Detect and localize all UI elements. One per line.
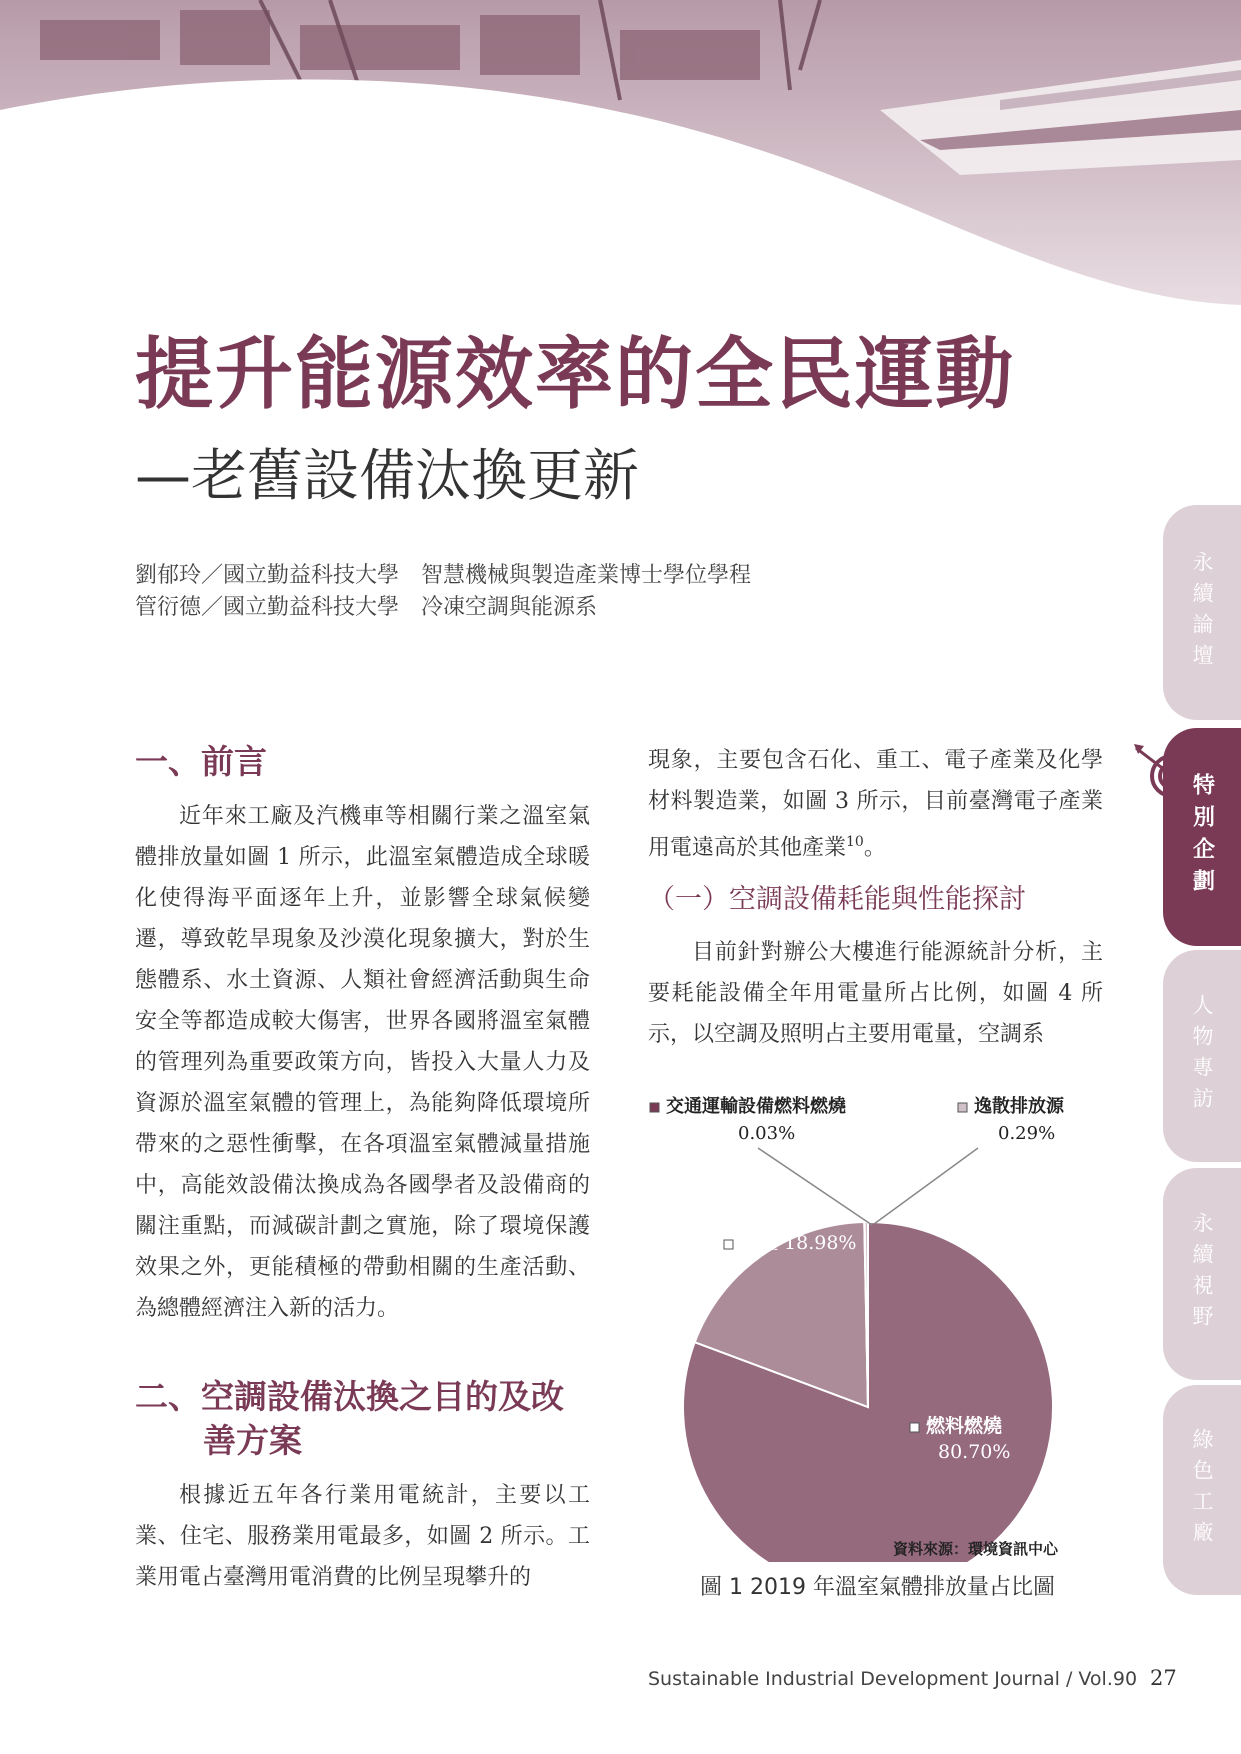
right-column — [648, 740, 1103, 1055]
page-number: 27 — [1150, 1666, 1177, 1690]
article-title: 提升能源效率的全民運動 — [135, 330, 1016, 420]
right-paragraph-end: 。 — [863, 835, 886, 861]
legend-marker-slice-2 — [724, 1240, 733, 1249]
pie-chart — [648, 1092, 1068, 1562]
slice-label-4: 逸散排放源 — [974, 1096, 1064, 1117]
author-line-2: 管衍德／國立勤益科技大學 冷凍空調與能源系 — [135, 595, 598, 620]
side-tab-label: 綠色工廠 — [1190, 1428, 1214, 1552]
subsection-1-paragraph: 目前針對辦公大樓進行能源統計分析，主要耗能設備全年用電量所占比例，如圖 4 所示，以空調及照明占主要用電量，空調系 — [648, 940, 1103, 1048]
section-1-paragraph: 近年來工廠及汽機車等相關行業之溫室氣體排放量如圖 1 所示，此溫室氣體造成全球暖化使得海平面逐年上升，並影響全球氣候變遷，導致乾旱現象及沙漠化現象擴大，對於生態體系、水土資源、人類社會經濟活動與生命安全等都造成較大傷害，世界各國將溫室氣體的管理列為重要政策方向，皆投入大量人力及資源於溫室氣體的管理上，為能夠降低環境所帶來的之惡性衝擊，在各項溫室氣體減量措施中，高能效設備汰換成為各國學者及設備商的關注重點，而減碳計劃之實施，除了環境保護效果之外，更能積極的帶動相關的生產活動、為總體經濟注入新的活力。 — [135, 804, 590, 1321]
article-subtitle: —老舊設備汰換更新 — [135, 444, 639, 509]
side-tab-label: 永續論壇 — [1190, 550, 1214, 675]
leader-line-slice-4 — [874, 1148, 978, 1224]
side-tab-3[interactable] — [1163, 950, 1241, 1162]
side-tab-4[interactable] — [1163, 1168, 1241, 1380]
side-tab-1[interactable] — [1163, 505, 1241, 720]
right-paragraph-continuation — [648, 740, 1103, 868]
footnote-reference: 10 — [846, 834, 864, 850]
legend-marker-slice-4 — [958, 1103, 967, 1112]
legend-marker-slice-3 — [650, 1103, 659, 1112]
section-2-heading-line-2: 善方案 — [203, 1421, 302, 1460]
leader-line-slice-3 — [758, 1148, 872, 1225]
section-2-paragraph: 根據近五年各行業用電統計，主要以工業、住宅、服務業用電最多，如圖 2 所示。工業用電占臺灣用電消費的比例呈現攀升的 — [135, 1483, 590, 1590]
slice-label-2: 製程 18.98% — [740, 1232, 857, 1254]
figure-caption: 圖 1 2019 年溫室氣體排放量占比圖 — [700, 1575, 1055, 1600]
section-2-heading-line-1: 二、空調設備汰換之目的及改 — [135, 1377, 564, 1416]
slice-label-1: 燃料燃燒 — [926, 1415, 1003, 1437]
left-column — [135, 740, 590, 1598]
author-list — [135, 560, 751, 624]
slice-value-4: 0.29% — [998, 1123, 1056, 1144]
subsection-1-heading: （一）空調設備耗能與性能探討 — [648, 884, 1026, 916]
section-1-heading: 一、前言 — [135, 742, 267, 781]
journal-name: Sustainable Industrial Development Journal / Vol.90 — [648, 1668, 1138, 1690]
section-2-heading — [135, 1375, 590, 1463]
slice-label-3: 交通運輸設備燃料燃燒 — [666, 1096, 846, 1117]
header-banner-image — [0, 0, 1241, 310]
side-tab-5[interactable] — [1163, 1385, 1241, 1595]
side-tab-label: 特別企劃 — [1189, 773, 1215, 901]
author-line-1: 劉郁玲／國立勤益科技大學 智慧機械與製造產業博士學位學程 — [135, 563, 752, 588]
target-arrow-icon — [1130, 738, 1200, 808]
side-tab-label: 人物專訪 — [1190, 994, 1214, 1118]
slice-value-1: 80.70% — [938, 1441, 1011, 1463]
right-paragraph-text: 現象，主要包含石化、重工、電子產業及化學材料製造業，如圖 3 所示，目前臺灣電子產業用電遠高於其他產業 — [648, 748, 1103, 861]
chart-source-note: 資料來源：環境資訊中心 — [892, 1540, 1058, 1558]
legend-marker-slice-1 — [910, 1423, 919, 1432]
side-tab-label: 永續視野 — [1190, 1212, 1214, 1336]
slice-value-3: 0.03% — [738, 1123, 796, 1144]
